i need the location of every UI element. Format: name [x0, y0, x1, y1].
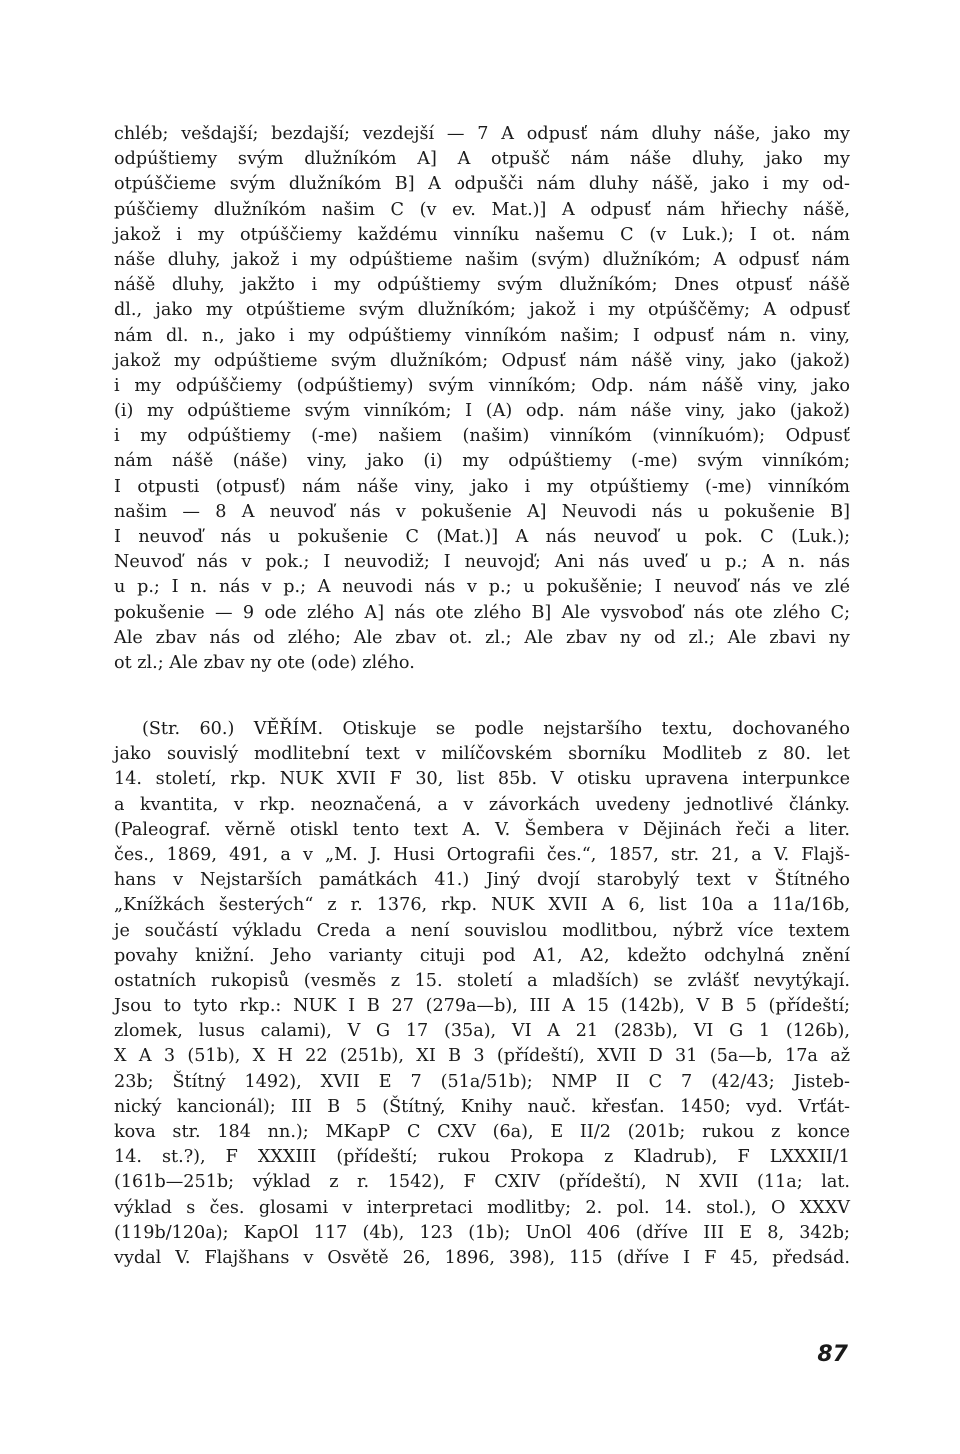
text-line: vydal V. Flajšhans v Osvětě 26, 1896, 398), 115 (dříve I F 45, předsád.: [114, 1247, 850, 1268]
text-line: 23b; Štítný 1492), XVII E 7 (51a/51b); NMP II C 7 (42/43; Jisteb-: [114, 1071, 850, 1092]
verim-commentary-paragraph: [114, 717, 850, 1271]
text-line: i my odpúščiemy (odpúštiemy) svým vinníkóm; Odp. nám nášě viny, jako: [114, 375, 850, 396]
text-line: (Str. 60.) VĚŘÍM. Otiskuje se podle nejstaršího textu, dochovaného: [142, 719, 850, 739]
text-line: ostatních rukopisů (vesměs z 15. století a mladších) se zvlášť nevytýkají.: [114, 970, 850, 991]
text-line: Ale zbav nás od zlého; Ale zbav ot. zl.; Ale zbav ny od zl.; Ale zbavi ny: [114, 627, 850, 648]
text-line: „Knížkách šesterých“ z r. 1376, rkp. NUK XVII A 6, list 10a a 11a/16b,: [114, 895, 850, 916]
text-line: zlomek, lusus calami), V G 17 (35a), VI A 21 (283b), VI G 1 (126b),: [114, 1021, 850, 1042]
text-line: ot zl.; Ale zbav ny ote (ode) zlého.: [114, 652, 415, 673]
text-line: nický kancionál); III B 5 (Štítný, Knihy nauč. křesťan. 1450; vyd. Vrťát-: [114, 1096, 850, 1117]
text-line: odpúštiemy svým dlužníkóm A] A otpušč nám náše dluhy, jako my: [114, 149, 850, 170]
text-line: (119b/120a); KapOl 117 (4b), 123 (1b); UnOl 406 (dříve III E 8, 342b;: [114, 1222, 850, 1243]
text-line: 14. st.?), F XXXIII (přídeští; rukou Prokopa z Kladrub), F LXXXII/1: [114, 1147, 850, 1168]
text-line: Neuvoď nás v pok.; I neuvodiž; I neuvojď; Ani nás uveď u p.; A n. nás: [114, 552, 850, 573]
text-line: nášě dluhy, jakžto i my odpúštiemy svým dlužníkóm; Dnes otpusť nášě: [114, 275, 850, 296]
text-line: je součástí výkladu Creda a není souvislou modlitbou, nýbrž více textem: [114, 920, 850, 941]
text-line: jako souvislý modlitební text v milíčovském sborníku Modliteb z 80. let: [114, 744, 850, 765]
text-line: hans v Nejstarších památkách 41.) Jiný dvojí starobylý text v Štítného: [114, 870, 850, 891]
prayer-variants-paragraph: [114, 122, 850, 676]
text-line: u p.; I n. nás v p.; A neuvodi nás v p.; u pokušěnie; I neuvoď nás ve zlé: [114, 577, 850, 598]
text-line: otpúščieme svým dlužníkóm B] A odpušči nám dluhy nášě, jako i my od-: [114, 174, 850, 195]
text-line: kova str. 184 nn.); MKapP C CXV (6a), E II/2 (201b; rukou z konce: [114, 1122, 850, 1142]
text-line: i my odpúštiemy (-me) našiem (našim) vinníkóm (vinníkuóm); Odpusť: [114, 426, 850, 447]
text-line: čes., 1869, 491, a v „M. J. Husi Ortografii čes.“, 1857, str. 21, a V. Flajš-: [114, 844, 850, 865]
text-line: (161b—251b; výklad z r. 1542), F CXIV (přídeští), N XVII (11a; lat.: [114, 1172, 850, 1193]
text-line: nám nášě (náše) viny, jako (i) my odpúštiemy (-me) svým vinníkóm;: [114, 451, 850, 472]
text-line: I neuvoď nás u pokušenie C (Mat.)] A nás neuvoď u pok. C (Luk.);: [114, 527, 850, 547]
text-line: dl., jako my otpúštieme svým dlužníkóm; jakož i my otpúščěmy; A odpusť: [114, 300, 850, 321]
text-line: náše dluhy, jakož i my odpúštieme našim (svým) dlužníkóm; A odpusť nám: [114, 249, 850, 270]
text-line: Jsou to tyto rkp.: NUK I B 27 (279a—b), III A 15 (142b), V B 5 (přídeští;: [114, 996, 850, 1017]
text-line: jakož i my otpúščiemy každému vinníku našemu C (v Luk.); I ot. nám: [114, 224, 850, 245]
text-line: chléb; vešdajší; bezdajší; vezdejší — 7 A odpusť nám dluhy náše, jako my: [114, 124, 850, 144]
text-line: našim — 8 A neuvoď nás v pokušenie A] Neuvodi nás u pokušenie B]: [114, 501, 850, 522]
page-number: 87: [817, 1342, 848, 1367]
text-line: pokušenie — 9 ode zlého A] nás ote zlého B] Ale vysvoboď nás ote zlého C;: [114, 602, 850, 623]
text-line: I otpusti (otpusť) nám náše viny, jako i my otpúštiemy (-me) vinníkóm: [114, 476, 850, 497]
text-line: a kvantita, v rkp. neoznačená, a v závorkách uvedeny jednotlivé články.: [114, 794, 850, 815]
text-line: nám dl. n., jako i my odpúštiemy vinníkóm našim; I odpusť nám n. viny,: [114, 325, 850, 346]
text-line: X A 3 (51b), X H 22 (251b), XI B 3 (přídeští), XVII D 31 (5a—b, 17a až: [114, 1046, 850, 1067]
text-line: púščiemy dlužníkóm našim C (v ev. Mat.)] A odpusť nám hřiechy nášě,: [114, 199, 850, 220]
text-line: výklad s čes. glosami v interpretaci modlitby; 2. pol. 14. stol.), O XXXV: [114, 1197, 850, 1218]
text-line: (i) my odpúštieme svým vinníkóm; I (A) odp. nám náše viny, jako (jakož): [114, 401, 850, 422]
text-line: jakož my odpúštieme svým dlužníkóm; Odpusť nám nášě viny, jako (jakož): [114, 350, 850, 371]
text-line: povahy knižní. Jeho varianty cituji pod A1, A2, kdežto odchylná znění: [114, 945, 850, 966]
text-line: (Paleograf. věrně otiskl tento text A. V. Šembera v Dějinách řeči a liter.: [114, 819, 850, 840]
text-line: 14. století, rkp. NUK XVII F 30, list 85b. V otisku upravena interpunkce: [114, 769, 850, 790]
